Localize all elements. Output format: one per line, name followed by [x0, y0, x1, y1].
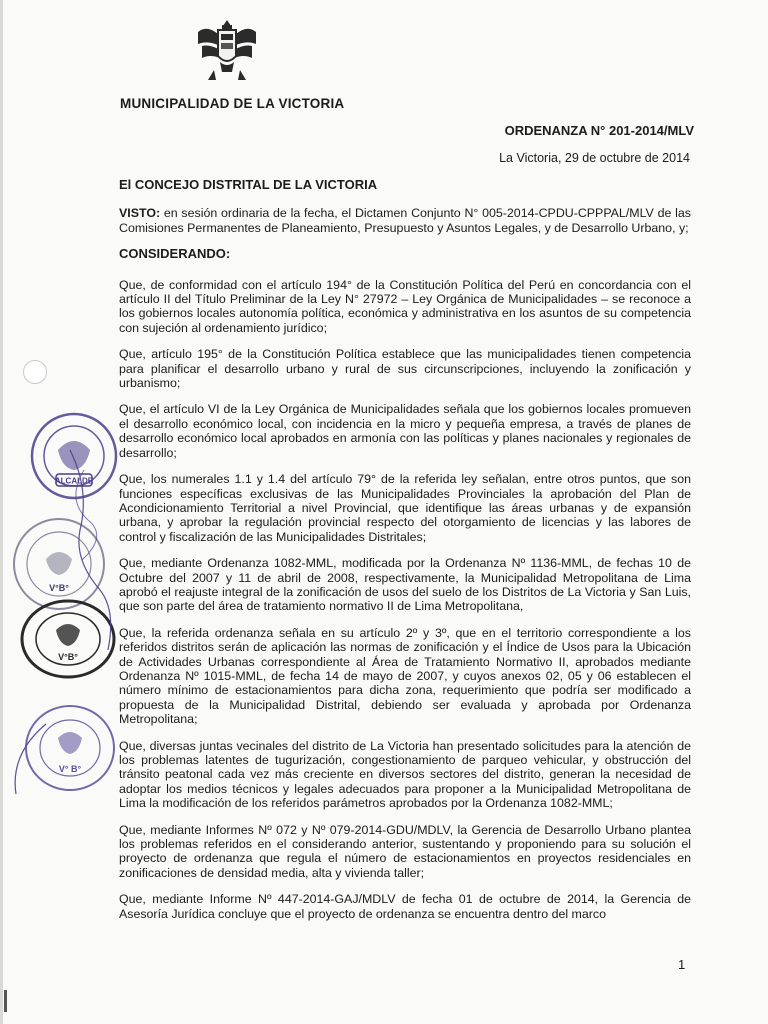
stamp-text: V° B°: [58, 764, 82, 774]
ordinance-date: La Victoria, 29 de octubre de 2014: [499, 151, 690, 165]
paragraph: Que, artículo 195° de la Constitución Política establece que las municipalidades tienen competencia para planificar el desarrollo urbano y rural de sus circunscripciones, incluyendo la zonificación y urbanismo;: [119, 347, 691, 391]
signature-scribble: [40, 440, 130, 660]
stamp-text: V°B°: [49, 583, 69, 593]
council-title: El CONCEJO DISTRITAL DE LA VICTORIA: [119, 177, 378, 192]
ordinance-number: ORDENANZA N° 201-2014/MLV: [504, 123, 694, 138]
visto-label: VISTO:: [119, 206, 161, 221]
paragraph: Que, mediante Informes Nº 072 y Nº 079-2014-GDU/MDLV, la Gerencia de Desarrollo Urbano plantea los problemas referidos en el considerando anterior, sustentando y proponiendo para su solución el proyecto de ordenanza que regula el número de estacionamientos en proyectos residenciales en zonificaciones de densidad media, alta y vivienda taller;: [119, 822, 691, 880]
stamp-text: ALCALDE: [54, 476, 94, 486]
visto-paragraph: [119, 206, 691, 235]
paragraph: Que, la referida ordenanza señala en su artículo 2º y 3º, que en el territorio correspondiente a los referidos distritos serán de aplicación las normas de zonificación y el Índice de Usos para la Ubicación de Actividades Urbanas correspondiente al Área de Tratamiento Normativo II, aprobados mediante Ordenanza Nº 1015-MML, de fecha 14 de mayo de 2007, y cuyos anexos 02, 05 y 06 establecen el número mínimo de estacionamientos para dicha zona, requerimiento que podría ser modificado a propuesta de la Municipalidad Distrital, debiendo ser evaluada y aprobada por Ordenanza Metropolitana;: [119, 625, 691, 727]
paragraph: Que, los numerales 1.1 y 1.4 del artículo 79° de la referida ley señalan, entre otros puntos, que son funciones específicas exclusivas de las Municipalidades Provinciales la aprobación del Plan de Acondicionamiento Territorial a nivel Provincial, que identifique las áreas urbanas y de expansión urbana, y aprobar la regulación provincial respecto del otorgamiento de licencias y las labores de control y fiscalización de las Municipalidades Distritales;: [119, 472, 691, 544]
scan-edge: [0, 0, 3, 1024]
coat-of-arms-icon: [192, 14, 262, 86]
document-body: [119, 178, 691, 933]
paragraph: Que, diversas juntas vecinales del distrito de La Victoria han presentado solicitudes para la atención de los problemas latentes de tugurización, congestionamiento de parqueo vehicular, y obstrucción del tránsito peatonal cada vez más creciente en diversos sectores del distrito, generan la necesidad de adoptar los medios técnicos y legales adecuados para proponer a la Municipalidad Metropolitana de Lima la modificación de los referidos parámetros aprobados por la Ordenanza 1082-MML;: [119, 738, 691, 811]
page-number: 1: [678, 957, 686, 972]
margin-mark: [4, 990, 7, 1012]
paragraph: Que, mediante Informe Nº 447-2014-GAJ/MDLV de fecha 01 de octubre de 2014, la Gerencia de Asesoría Jurídica concluye que el proyecto de ordenanza se encuentra dentro del marco: [119, 892, 691, 921]
punch-hole: [23, 360, 47, 384]
paragraph: Que, el artículo VI de la Ley Orgánica de Municipalidades señala que los gobiernos locales promueven el desarrollo económico local, con incidencia en la micro y pequeña empresa, a través de planes de desarrollo económico local aprobados en armonía con las políticas y planes nacionales y regionales de desarrollo;: [119, 402, 691, 460]
stamp-text: V°B°: [58, 652, 78, 662]
visto-text: en sesión ordinaria de la fecha, el Dictamen Conjunto N° 005-2014-CPDU-CPPPAL/MLV de las Comisiones Permanentes de Planeamiento, Presupuesto y Asuntos Legales, y de Desarrollo Urbano, y;: [119, 206, 691, 235]
urban-development-stamp: [6, 698, 124, 802]
paragraph: Que, de conformidad con el artículo 194° de la Constitución Política del Perú en concordancia con el artículo II del Título Preliminar de la Ley N° 27972 – Ley Orgánica de Municipalidades – se reconoce a los gobiernos locales autonomía política, económica y administrativa en los asuntos de su competencia con sujeción al ordenamiento jurídico;: [119, 277, 691, 335]
paragraph: Que, mediante Ordenanza 1082-MML, modificada por la Ordenanza Nº 1136-MML, de fechas 10 de Octubre del 2007 y 11 de abril de 2008, respectivamente, la Municipalidad Metropolitana de Lima aprobó el reajuste integral de la zonificación de usos del suelo de los Distritos de La Victoria y San Luis, que son parte del área de tratamiento normativo II de Lima Metropolitana,: [119, 556, 691, 614]
considering-title: CONSIDERANDO:: [119, 246, 231, 262]
institution-title: MUNICIPALIDAD DE LA VICTORIA: [120, 96, 345, 111]
